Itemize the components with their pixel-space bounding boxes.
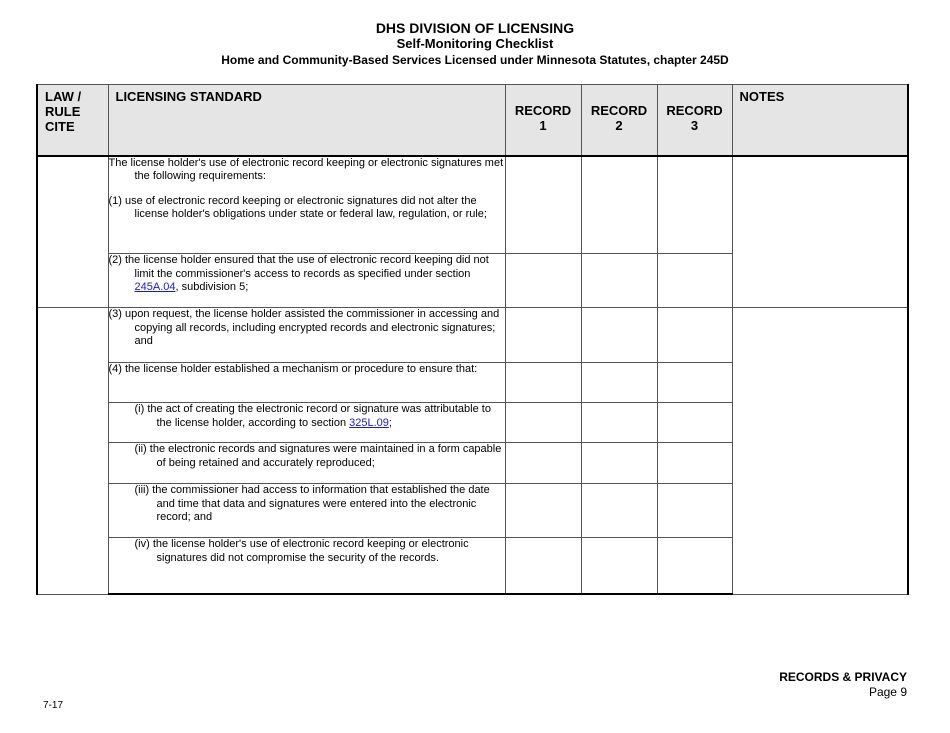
record-1-cell[interactable] <box>505 308 581 363</box>
col-notes: NOTES <box>732 85 908 156</box>
record-2-cell[interactable] <box>581 363 657 403</box>
record-1-cell[interactable] <box>505 254 581 308</box>
page-number: Page 9 <box>868 685 907 699</box>
version-code: 7-17 <box>43 700 64 711</box>
document-scope: Home and Community-Based Services Licensed under Minnesota Statutes, chapter 245D <box>221 53 729 67</box>
record-3-cell[interactable] <box>657 484 732 538</box>
col-licensing-standard: LICENSING STANDARD <box>108 85 505 156</box>
law-cite-cell <box>37 308 108 594</box>
document-title: DHS DIVISION OF LICENSING <box>375 20 575 36</box>
record-2-cell[interactable] <box>581 254 657 308</box>
record-2-cell[interactable] <box>581 484 657 538</box>
col-record-2: RECORD 2 <box>581 85 657 156</box>
record-2-cell[interactable] <box>581 538 657 594</box>
table-row <box>37 156 908 254</box>
record-3-cell[interactable] <box>657 363 732 403</box>
notes-cell[interactable] <box>732 308 908 594</box>
record-3-cell[interactable] <box>657 538 732 594</box>
requirement-4iv-text: (iv) the license holder's use of electronic record keeping or electronic signatures did not compromise the security of the records. <box>134 538 469 564</box>
col-record-3: RECORD 3 <box>657 85 732 156</box>
standard-cell <box>108 156 505 254</box>
table-row <box>37 308 908 363</box>
standard-cell <box>108 443 505 484</box>
requirement-1-text: (1) use of electronic record keeping or electronic signatures did not alter the license holder's obligations under state or federal law, regulation, or rule; <box>108 194 487 220</box>
record-2-cell[interactable] <box>581 443 657 484</box>
record-1-cell[interactable] <box>505 363 581 403</box>
record-2-cell[interactable] <box>581 403 657 443</box>
standard-cell <box>108 254 505 308</box>
statute-link-245a04[interactable]: 245A.04 <box>134 281 176 294</box>
col-law-rule-cite: LAW / RULE CITE <box>37 85 108 156</box>
standard-cell <box>108 403 505 443</box>
record-2-cell[interactable] <box>581 308 657 363</box>
record-3-cell[interactable] <box>657 403 732 443</box>
notes-cell[interactable] <box>732 156 908 308</box>
standard-cell <box>108 363 505 403</box>
record-1-cell[interactable] <box>505 403 581 443</box>
requirement-4iii-text: (iii) the commissioner had access to information that established the date and time that data and signatures were entered into the electronic record; and <box>134 484 490 524</box>
record-3-cell[interactable] <box>657 254 732 308</box>
standard-cell <box>108 484 505 538</box>
checklist-table <box>36 84 909 595</box>
record-1-cell[interactable] <box>505 443 581 484</box>
header-row <box>37 85 908 156</box>
standard-cell <box>108 308 505 363</box>
document-subtitle: Self-Monitoring Checklist <box>396 36 554 51</box>
requirement-2-text: (2) the license holder ensured that the use of electronic record keeping did not limit the commissioner's access to records as specified under section 245A.04, subdivision 5; <box>108 254 489 294</box>
requirement-3-text: (3) upon request, the license holder assisted the commissioner in accessing and copying all records, including encrypted records and electronic signatures; and <box>108 308 500 348</box>
record-1-cell[interactable] <box>505 484 581 538</box>
statute-link-325l09[interactable]: 325L.09 <box>349 416 389 429</box>
record-3-cell[interactable] <box>657 156 732 254</box>
requirement-4-text: (4) the license holder established a mechanism or procedure to ensure that: <box>108 363 478 376</box>
record-2-cell[interactable] <box>581 156 657 254</box>
record-3-cell[interactable] <box>657 443 732 484</box>
intro-text: The license holder's use of electronic record keeping or electronic signatures met the following requirements: <box>108 156 504 182</box>
requirement-4i-text: (i) the act of creating the electronic record or signature was attributable to the license holder, according to section 325L.09; <box>134 403 491 429</box>
standard-cell <box>108 538 505 594</box>
record-1-cell[interactable] <box>505 538 581 594</box>
section-label: RECORDS & PRIVACY <box>779 670 907 684</box>
record-3-cell[interactable] <box>657 308 732 363</box>
col-record-1: RECORD 1 <box>505 85 581 156</box>
requirement-4ii-text: (ii) the electronic records and signatures were maintained in a form capable of being retained and accurately reproduced; <box>134 443 502 469</box>
record-1-cell[interactable] <box>505 156 581 254</box>
law-cite-cell <box>37 156 108 308</box>
